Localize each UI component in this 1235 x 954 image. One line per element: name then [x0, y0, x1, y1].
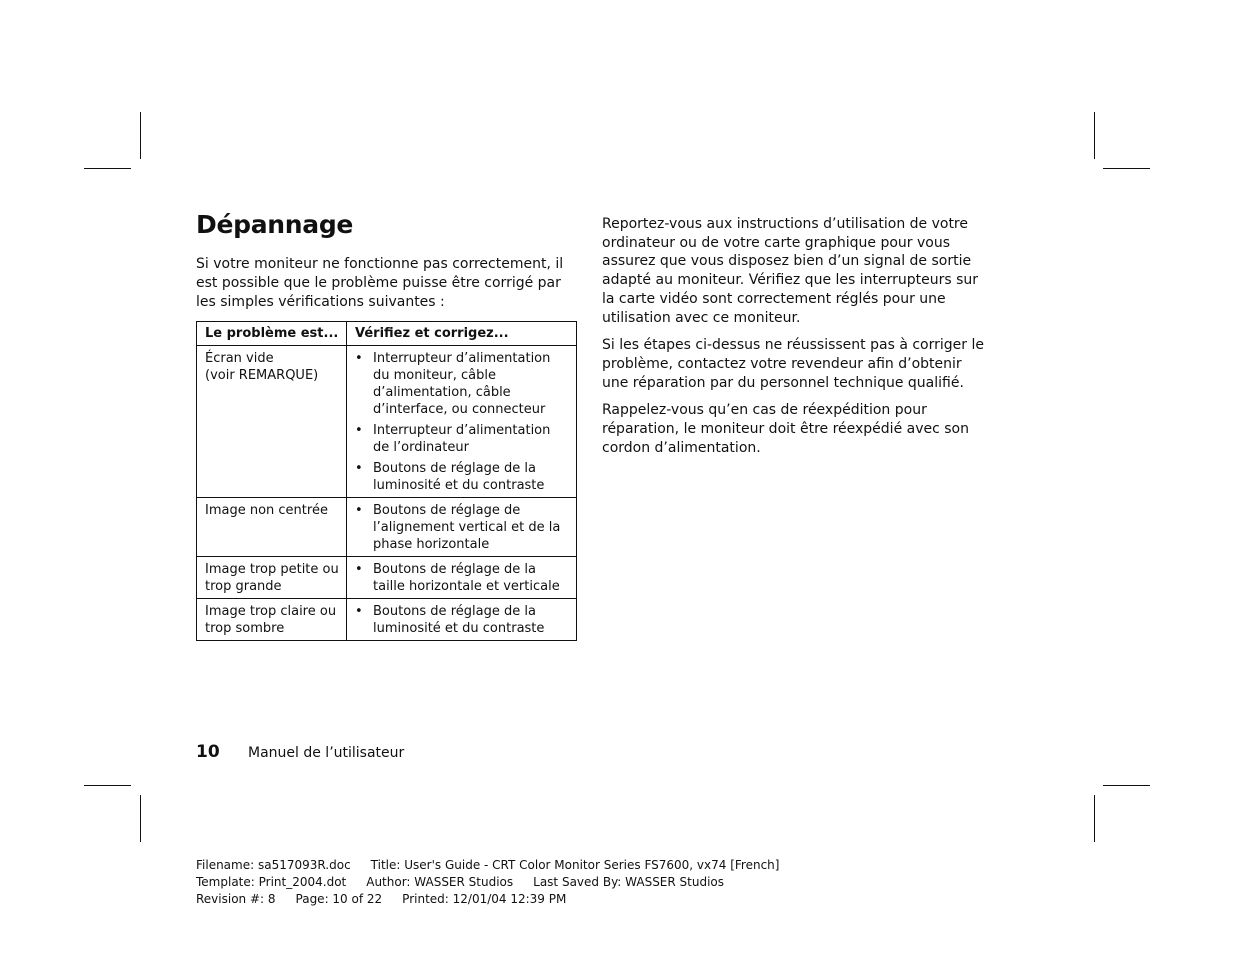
checks-list: [355, 502, 569, 553]
problem-text: (voir REMARQUE): [205, 368, 319, 383]
check-text: Interrupteur d’alimentation du moniteur, câble d’alimentation, câble d’interface, ou connecteur: [373, 351, 551, 417]
right-column: [602, 215, 987, 466]
page-number: 10: [196, 742, 220, 762]
check-text: Boutons de réglage de l’alignement vertical et de la phase horizontale: [373, 503, 561, 552]
list-item: [355, 561, 569, 595]
crop-mark: [140, 795, 141, 842]
crop-mark: [1094, 112, 1095, 159]
table-row: [197, 557, 577, 599]
crop-mark: [1094, 795, 1095, 842]
problem-cell: [197, 557, 347, 599]
list-item: [355, 502, 569, 553]
bullet-icon: •: [355, 604, 363, 619]
troubleshooting-table: [196, 321, 577, 641]
crop-mark: [84, 168, 131, 169]
contact-paragraph: Si les étapes ci-dessus ne réussissent pas à corriger le problème, contactez votre revendeur afin d’obtenir une réparation par du personnel technique qualifié.: [602, 337, 984, 391]
checks-cell: [347, 599, 577, 641]
list-item: [355, 460, 569, 494]
meta-page: Page: 10 of 22: [295, 892, 383, 906]
checks-cell: [347, 498, 577, 557]
meta-last-saved: Last Saved By: WASSER Studios: [533, 875, 725, 889]
meta-author: Author: WASSER Studios: [366, 875, 514, 889]
crop-mark: [84, 785, 131, 786]
meta-printed: Printed: 12/01/04 12:39 PM: [402, 892, 567, 906]
checks-list: [355, 350, 569, 494]
instructions-paragraph: Reportez-vous aux instructions d’utilisation de votre ordinateur ou de votre carte graphique pour vous assurez que vous disposez bien d’un signal de sortie adapté au moniteur. Vérifiez que les interrupteurs sur la carte vidéo sont correctement réglés pour une utilisation avec ce moniteur.: [602, 216, 979, 326]
table-row: [197, 599, 577, 641]
problem-text: Image non centrée: [205, 503, 328, 518]
bullet-icon: •: [355, 351, 363, 366]
crop-mark: [1103, 785, 1150, 786]
list-item: [355, 603, 569, 637]
table-row: [197, 346, 577, 498]
metadata-row: [196, 874, 799, 891]
bullet-icon: •: [355, 461, 363, 476]
checks-list: [355, 603, 569, 637]
manual-label: Manuel de l’utilisateur: [248, 745, 405, 761]
table-header-row: [197, 322, 577, 346]
checks-cell: [347, 346, 577, 498]
list-item: [355, 350, 569, 418]
list-item: [355, 422, 569, 456]
crop-mark: [1103, 168, 1150, 169]
column-header-problem: Le problème est...: [197, 322, 347, 346]
bullet-icon: •: [355, 503, 363, 518]
problem-text: Image trop petite ou trop grande: [205, 562, 339, 594]
meta-title: Title: User's Guide - CRT Color Monitor Series FS7600, vx74 [French]: [370, 858, 780, 872]
problem-text: Image trop claire ou trop sombre: [205, 604, 337, 636]
page-title: Dépannage: [196, 210, 354, 239]
bullet-icon: •: [355, 562, 363, 577]
check-text: Boutons de réglage de la luminosité et du contraste: [373, 461, 545, 493]
metadata-row: [196, 891, 799, 908]
bullet-icon: •: [355, 423, 363, 438]
document-metadata: [196, 857, 799, 908]
problem-cell: [197, 498, 347, 557]
metadata-row: [196, 857, 799, 874]
problem-cell: [197, 346, 347, 498]
intro-paragraph: Si votre moniteur ne fonctionne pas correctement, il est possible que le problème puisse être corrigé par les simples vérifications suivantes :: [196, 256, 564, 310]
meta-template: Template: Print_2004.dot: [196, 875, 347, 889]
crop-mark: [140, 112, 141, 159]
check-text: Boutons de réglage de la taille horizontale et verticale: [373, 562, 560, 594]
check-text: Boutons de réglage de la luminosité et du contraste: [373, 604, 545, 636]
checks-cell: [347, 557, 577, 599]
meta-filename: Filename: sa517093R.doc: [196, 858, 351, 872]
table-row: [197, 498, 577, 557]
check-text: Interrupteur d’alimentation de l’ordinateur: [373, 423, 551, 455]
meta-revision: Revision #: 8: [196, 892, 276, 906]
problem-cell: [197, 599, 347, 641]
column-header-checks: Vérifiez et corrigez...: [347, 322, 577, 346]
shipping-paragraph: Rappelez-vous qu’en cas de réexpédition pour réparation, le moniteur doit être réexpédié avec son cordon d’alimentation.: [602, 402, 969, 456]
problem-text: Écran vide: [205, 351, 274, 366]
checks-list: [355, 561, 569, 595]
